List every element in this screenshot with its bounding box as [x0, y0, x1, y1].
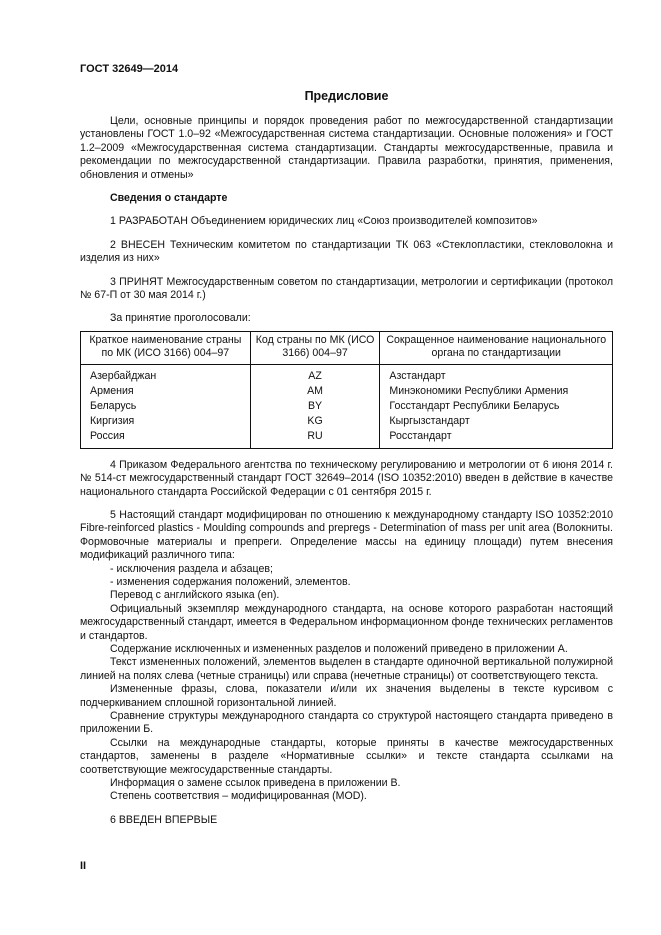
preface-content — [80, 89, 613, 827]
item-5-paragraph: Степень соответствия – модифицированная (MOD). — [110, 790, 367, 803]
item-1-developed: 1 РАЗРАБОТАН Объединением юридических лиц «Союз производителей композитов» — [110, 215, 538, 228]
item-5-paragraph: Сравнение структуры международного стандарта со структурой настоящего стандарта приведено в приложении Б. — [80, 710, 613, 736]
body-cell: Росстандарт — [380, 430, 613, 449]
column-header-country: Краткое наименование страны по МК (ИСО 3166) 004–97 — [81, 331, 251, 364]
standard-code-header: ГОСТ 32649—2014 — [80, 63, 179, 75]
modification-bullet: - изменения содержания положений, элементов. — [110, 575, 351, 588]
body-cell: Кыргызстандарт — [380, 415, 613, 430]
table-row — [81, 415, 613, 430]
table-row — [81, 400, 613, 415]
country-cell: Армения — [81, 385, 251, 400]
item-5-paragraph: Официальный экземпляр международного стандарта, на основе которого разработан настоящий межгосударственный стандарт, имеется в Федеральном информационном фонде технических регламентов и стандартов. — [80, 602, 613, 642]
item-3-adopted: 3 ПРИНЯТ Межгосударственным советом по стандартизации, метрологии и сертификации (протокол № 67-П от 30 мая 2014 г.) — [80, 275, 613, 302]
table-row — [81, 430, 613, 449]
item-6-first-introduced: 6 ВВЕДЕН ВПЕРВЫЕ — [110, 813, 218, 826]
country-cell: Киргизия — [81, 415, 251, 430]
item-5-paragraph: Содержание исключенных и измененных разделов и положений приведено в приложении А. — [110, 642, 568, 655]
item-5-paragraph: Измененные фразы, слова, показатели и/или их значения выделены в тексте курсивом с подчеркиванием сплошной горизонтальной линией. — [80, 683, 613, 709]
item-5-lead: 5 Настоящий стандарт модифицирован по отношению к международному стандарту ISO 10352:2010 Fibre-reinforced plastics - Moulding compounds and prepregs - Determination of mass per unit area (Волокниты. Формовочные материалы и препреги. Определение массы на единицу площади) путем внесения модификаций различного типа: — [80, 508, 613, 562]
country-cell: Азербайджан — [81, 364, 251, 385]
page-number: II — [80, 860, 87, 872]
body-cell: Госстандарт Республики Беларусь — [380, 400, 613, 415]
body-cell: Минэкономики Республики Армения — [380, 385, 613, 400]
column-header-code: Код страны по МК (ИСО 3166) 004–97 — [250, 331, 380, 364]
intro-paragraph: Цели, основные принципы и порядок проведения работ по межгосударственной стандартизации установлены ГОСТ 1.0–92 «Межгосударственная система стандартизации. Основные положения» и ГОСТ 1.2–2009 «Межгосударственная система стандартизации. Стандарты межгосударственные, правила и рекомендации по межгосударственной стандартизации. Правила разработки, принятия, применения, обновления и отмены» — [80, 115, 613, 181]
item-5-paragraph: Ссылки на международные стандарты, которые приняты в качестве межгосударственных стандартов, заменены в разделе «Нормативные ссылки» и тексте стандарта ссылками на соответствующие межгосударственные стандарты. — [80, 736, 613, 776]
code-cell: KG — [250, 415, 380, 430]
vote-caption: За принятие проголосовали: — [110, 312, 251, 325]
table-row — [81, 364, 613, 385]
code-cell: RU — [250, 430, 380, 449]
body-cell: Азстандарт — [380, 364, 613, 385]
item-5-paragraph: Информация о замене ссылок приведена в приложении В. — [110, 777, 401, 790]
code-cell: AZ — [250, 364, 380, 385]
member-states-table — [80, 331, 613, 449]
table-row — [81, 385, 613, 400]
item-5-paragraph: Текст измененных положений, элементов выделен в стандарте одиночной вертикальной полужирной линией на полях слева (четные страницы) или справа (нечетные страницы) от соответствующего текста. — [80, 656, 613, 682]
country-cell: Беларусь — [81, 400, 251, 415]
table-header-row — [81, 331, 613, 364]
page-title: Предисловие — [304, 89, 389, 103]
column-header-body: Сокращенное наименование национального органа по стандартизации — [380, 331, 613, 364]
item-2-introduced: 2 ВНЕСЕН Техническим комитетом по стандартизации ТК 063 «Стеклопластики, стекловолокна и изделия из них» — [80, 238, 613, 265]
item-5-modification — [80, 509, 613, 804]
item-4-order: 4 Приказом Федерального агентства по техническому регулированию и метрологии от 6 июня 2014 г. № 514-ст межгосударственный стандарт ГОСТ 32649–2014 (ISO 10352:2010) введен в действие в качестве национального стандарта Российской Федерации с 01 сентября 2015 г. — [80, 458, 613, 498]
country-cell: Россия — [81, 430, 251, 449]
code-cell: AM — [250, 385, 380, 400]
code-cell: BY — [250, 400, 380, 415]
item-5-paragraph: Перевод с английского языка (en). — [110, 589, 280, 602]
modification-bullet: - исключения раздела и абзацев; — [110, 562, 273, 575]
section-subheading: Сведения о стандарте — [110, 192, 228, 205]
